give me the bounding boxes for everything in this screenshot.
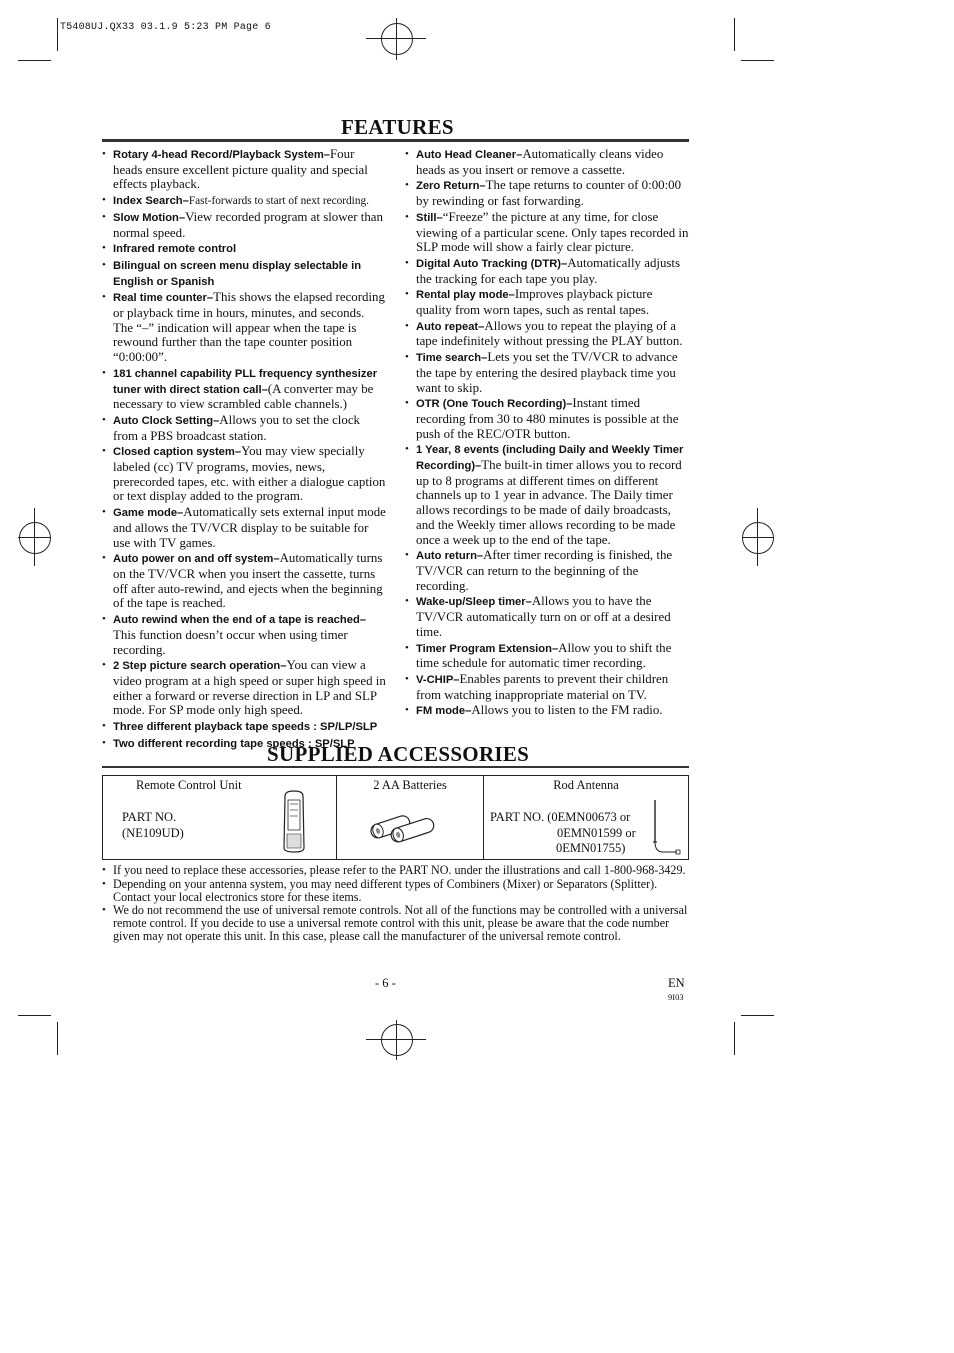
feature-description: The built-in timer allows you to record up to 8 programs at different times on different channels up to 1 year in advance. The Daily timer allows recordings to be made of daily broadcasts, and the Weekly timer allows recording to be made once a week up to the end of the tape. — [416, 458, 682, 547]
feature-item — [102, 413, 386, 443]
feature-term: Slow Motion– — [113, 211, 186, 224]
feature-description: Four heads ensure excellent picture quality and special effects playback. — [113, 147, 368, 192]
accessories-notes — [102, 864, 689, 944]
features-rule — [102, 139, 689, 142]
feature-term: Still– — [416, 211, 443, 224]
crop-mark — [741, 1015, 774, 1016]
feature-term: Rotary 4-head Record/Playback System– — [113, 149, 331, 161]
feature-description: You may view specially labeled (cc) TV programs, movies, news, prerecorded tapes, etc. with either a dialogue caption or text display added to the program. — [113, 444, 386, 504]
feature-item — [405, 147, 691, 177]
feature-item — [405, 442, 691, 547]
feature-description: Allows you to set the clock from a PBS broadcast station. — [113, 412, 360, 443]
page-number: - 6 - — [375, 976, 396, 990]
feature-term: Auto Clock Setting– — [113, 414, 220, 427]
accessory-part-number: 0EMN01599 or — [557, 826, 636, 840]
accessory-name: 2 AA Batteries — [373, 778, 447, 792]
feature-item — [102, 444, 386, 504]
accessory-name: Remote Control Unit — [136, 778, 242, 792]
feature-term: Digital Auto Tracking (DTR)– — [416, 257, 568, 270]
feature-item — [102, 612, 386, 657]
feature-description: View recorded program at slower than normal speed. — [113, 209, 383, 240]
accessory-part-label: PART NO. — [122, 810, 177, 824]
feature-term: 1 Year, 8 events (including Daily and Weekly Timer Recording)– — [416, 444, 684, 473]
feature-item — [405, 703, 691, 719]
feature-term: Auto power on and off system– — [113, 553, 280, 566]
accessories-title: SUPPLIED ACCESSORIES — [267, 742, 530, 766]
feature-term: Auto return– — [416, 550, 484, 563]
feature-item — [102, 258, 386, 289]
feature-item — [405, 178, 691, 208]
feature-item — [405, 641, 691, 671]
feature-item — [405, 256, 691, 286]
note-item: • If you need to replace these accessories, please refer to the PART NO. under the illustrations and call 1-800-968-3429. — [102, 864, 689, 877]
print-code: 9I03 — [668, 992, 684, 1002]
feature-description: Fast-forwards to start of next recording. — [188, 195, 369, 208]
batteries-icon — [363, 808, 443, 846]
accessory-cell-remote — [103, 776, 337, 860]
feature-item — [102, 551, 386, 611]
feature-description: Automatically sets external input mode and allows the TV/VCR display to be suitable for use with TV games. — [113, 505, 386, 550]
feature-term: Closed caption system– — [113, 446, 242, 459]
crop-mark — [18, 1015, 51, 1016]
feature-term: Auto repeat– — [416, 320, 485, 333]
note-item: • We do not recommend the use of universal remote controls. Not all of the functions may be controlled with a universal remote control. If you decide to use a universal remote control with this unit, please be aware that the code number given may not operate this unit. In this case, please call the manufacturer of the universal remote control. — [102, 904, 689, 942]
feature-item — [102, 366, 386, 412]
feature-description: After timer recording is finished, the TV/VCR can return to the beginning of the recording. — [416, 548, 673, 593]
feature-term: Auto rewind when the end of a tape is reached– — [113, 614, 367, 627]
feature-term: 181 channel capability PLL frequency synthesizer tuner with direct station call– — [113, 367, 378, 396]
feature-item — [102, 241, 386, 257]
features-right-column — [405, 147, 691, 720]
feature-term: Game mode– — [113, 507, 184, 520]
feature-description: Allows you to have the TV/VCR automatically turn on or off at a desired time. — [416, 594, 671, 639]
feature-item — [102, 193, 386, 209]
crop-mark — [734, 1022, 735, 1055]
rod-antenna-icon — [647, 798, 683, 860]
feature-term: Zero Return– — [416, 180, 486, 193]
accessories-table — [102, 775, 689, 860]
crop-mark — [57, 18, 58, 51]
feature-term: Infrared remote control — [113, 243, 237, 256]
accessory-name: Rod Antenna — [553, 778, 619, 792]
feature-description: (A converter may be necessary to view scrambled cable channels.) — [113, 381, 374, 412]
language-code: EN — [668, 976, 685, 990]
feature-description: Improves playback picture quality from worn tapes, such as rental tapes. — [416, 287, 653, 318]
crop-mark — [18, 60, 51, 61]
features-title: FEATURES — [341, 115, 454, 139]
feature-description: Automatically turns on the TV/VCR when you insert the cassette, turns off after auto-rewind, and ejects when the beginning of the tape is reached. — [113, 551, 383, 611]
feature-item — [405, 319, 691, 349]
accessory-cell-antenna — [484, 776, 689, 860]
feature-term: Three different playback tape speeds : SP/LP/SLP — [113, 721, 378, 734]
feature-item — [405, 210, 691, 255]
note-item: • Depending on your antenna system, you may need different types of Combiners (Mixer) or Separators (Splitter). Contact your local electronics store for these items. — [102, 878, 689, 904]
feature-description: This function doesn’t occur when using timer recording. — [113, 627, 348, 657]
file-slug: T5408UJ.QX33 03.1.9 5:23 PM Page 6 — [60, 22, 271, 33]
feature-description: Allows you to listen to the FM radio. — [471, 703, 663, 718]
feature-description: Allow you to shift the time schedule for automatic timer recording. — [416, 640, 672, 671]
feature-item — [405, 350, 691, 395]
feature-item — [405, 672, 691, 702]
feature-term: Auto Head Cleaner– — [416, 149, 523, 161]
accessory-part-number: (NE109UD) — [122, 826, 184, 840]
feature-term: Time search– — [416, 352, 488, 365]
feature-item — [102, 147, 386, 192]
feature-item — [102, 658, 386, 718]
feature-term: Timer Program Extension– — [416, 642, 559, 655]
feature-description: “Freeze” the picture at any time, for close viewing of a particular scene. Only tapes recorded in SLP mode will show a fairly clear picture. — [416, 209, 689, 255]
feature-description: This shows the elapsed recording or playback time in hours, minutes, and seconds. The “–” indication will appear when the tape is rewound further than the tape counter position “0:00:00”. — [113, 290, 385, 365]
feature-term: Wake-up/Sleep timer– — [416, 596, 532, 609]
feature-description: Automatically adjusts the tracking for each tape you play. — [416, 255, 681, 286]
feature-description: Automatically cleans video heads as you insert or remove a cassette. — [416, 147, 664, 177]
feature-item — [102, 210, 386, 240]
feature-item — [102, 505, 386, 550]
feature-term: Bilingual on screen menu display selectable in English or Spanish — [113, 259, 362, 288]
feature-term: Index Search– — [113, 195, 189, 208]
feature-description: Lets you set the TV/VCR to advance the tape by entering the desired playback time you want to skip. — [416, 350, 678, 395]
crop-mark — [57, 1022, 58, 1055]
feature-item — [405, 594, 691, 639]
feature-term: Two different recording tape speeds : SP/SLP — [113, 737, 355, 750]
feature-item — [405, 548, 691, 593]
feature-term: V-CHIP– — [416, 673, 460, 686]
feature-term: 2 Step picture search operation– — [113, 660, 287, 673]
features-list-right — [405, 147, 691, 719]
feature-term: Rental play mode– — [416, 289, 515, 302]
crop-mark — [734, 18, 735, 51]
feature-item — [405, 287, 691, 317]
feature-term: Real time counter– — [113, 292, 214, 305]
accessory-cell-batteries — [337, 776, 484, 860]
remote-control-icon — [281, 790, 307, 854]
accessory-part-number: 0EMN01755) — [556, 841, 626, 855]
features-list-left — [102, 147, 386, 751]
feature-description: Allows you to repeat the playing of a tape indefinitely without pressing the PLAY button. — [416, 318, 683, 349]
feature-item — [102, 719, 386, 735]
feature-term: OTR (One Touch Recording)– — [416, 398, 573, 411]
feature-description: You can view a video program at a high speed or super high speed in either a forward or reverse direction in LP and SLP mode. For SP mode only high speed. — [113, 658, 386, 718]
accessories-rule — [102, 766, 689, 768]
crop-mark — [741, 60, 774, 61]
feature-term: FM mode– — [416, 705, 472, 718]
notes-list — [102, 864, 689, 943]
feature-description: The tape returns to counter of 0:00:00 by rewinding or fast forwarding. — [416, 178, 682, 209]
feature-item — [405, 396, 691, 441]
feature-description: Enables parents to prevent their children from watching inappropriate material on TV. — [416, 671, 669, 702]
features-left-column — [102, 147, 386, 752]
feature-item — [102, 290, 386, 365]
feature-description: Instant timed recording from 30 to 480 minutes is possible at the push of the REC/OTR button. — [416, 396, 679, 441]
accessory-part-number: PART NO. (0EMN00673 or — [490, 810, 631, 824]
